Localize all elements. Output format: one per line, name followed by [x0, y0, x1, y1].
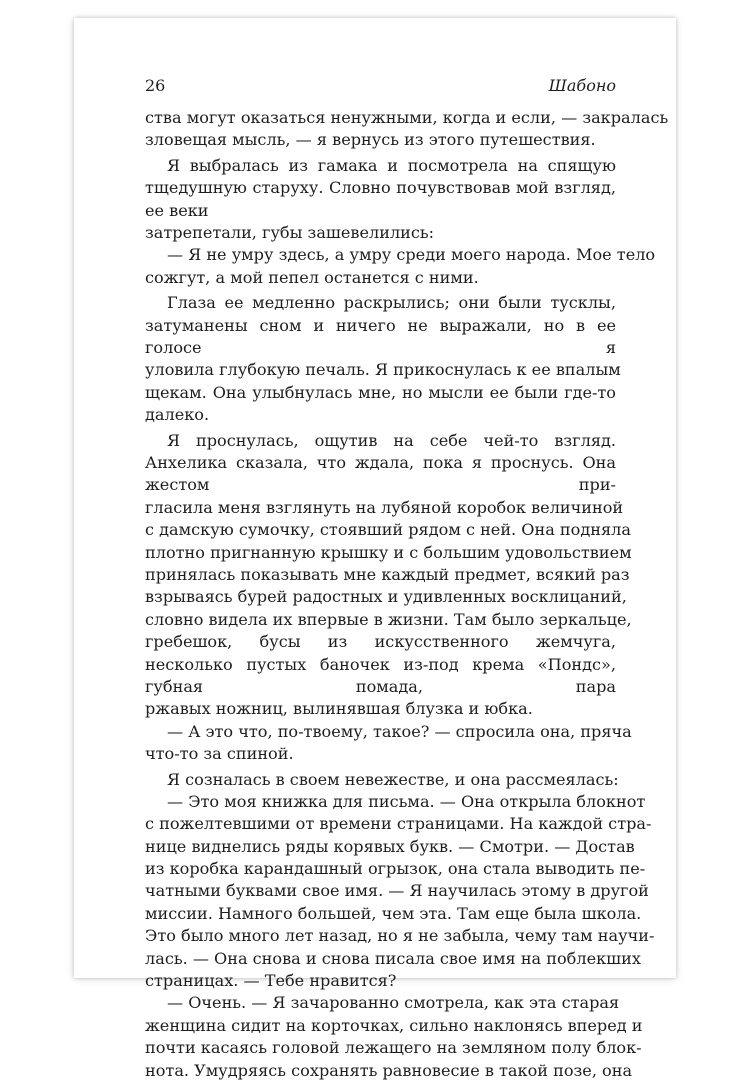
- paragraph: [145, 292, 621, 426]
- text-line: Это было много лет назад, но я не забыла, чему там научи-: [145, 926, 655, 946]
- text-line: нице виднелись ряды корявых букв. — Смотри. — Достав: [145, 836, 635, 856]
- text-line: что-то за спиной.: [145, 744, 294, 764]
- text-line: уловила глубокую печаль. Я прикоснулась к ее впалым: [145, 360, 621, 380]
- text-line: — Очень. — Я зачарованно смотрела, как эта старая: [167, 993, 620, 1013]
- paragraph: [145, 769, 619, 791]
- paragraph: [145, 155, 616, 245]
- text-line: из коробка карандашный огрызок, она стала выводить пе-: [145, 859, 646, 879]
- text-line: принялась показывать мне каждый предмет, всякий раз: [145, 564, 630, 584]
- paragraph: [145, 107, 669, 152]
- text-line: ства могут оказаться ненужными, когда и если, — закралась: [145, 108, 669, 127]
- text-line: с дамскую сумочку, стоявший рядом с ней. Она подняла: [145, 520, 631, 540]
- text-line: словно видела их впервые в жизни. Там было зеркальце,: [145, 609, 632, 629]
- paragraph: [145, 992, 643, 1082]
- paragraph: [145, 244, 656, 289]
- text-line: почти касаясь головой лежащего на земляном полу блок-: [145, 1038, 642, 1058]
- text-line: сожгут, а мой пепел останется с ними.: [145, 267, 479, 287]
- text-line: — А это что, по-твоему, такое? — спросила она, пряча: [167, 721, 632, 741]
- text-line: миссии. Намного большей, чем эта. Там еще была школа.: [145, 903, 642, 923]
- text-line: — Это моя книжка для письма. — Она открыла блокнот: [167, 791, 646, 811]
- text-line: щекам. Она улыбнулась мне, но мысли ее были где-то: [145, 382, 616, 402]
- paragraph: [145, 791, 655, 993]
- text-line: с пожелтевшими от времени страницами. На каждой стра-: [145, 814, 652, 834]
- text-line: гребешок, бусы из искусственного жемчуга, несколько пустых баночек из-под крема «Пондс», губная помада, пара: [145, 632, 616, 696]
- text-line: плотно пригнанную крышку и с большим удовольствием: [145, 542, 632, 562]
- body-text: [145, 107, 669, 1082]
- paragraph: [145, 721, 632, 766]
- text-line: нота. Умудряясь сохранять равновесие в такой позе, она: [145, 1060, 633, 1080]
- text-line: ржавых ножниц, вылинявшая блузка и юбка.: [145, 699, 533, 719]
- text-line: гласила меня взглянуть на лубяной коробок величиной: [145, 497, 624, 517]
- text-line: лась. — Она снова и снова писала свое имя на поблекших: [145, 948, 641, 968]
- page-number: 26: [145, 76, 166, 95]
- text-line: затрепетали, губы зашевелились:: [145, 223, 435, 242]
- paragraph: [145, 430, 632, 721]
- book-title: Шабоно: [548, 76, 616, 95]
- text-line: женщина сидит на корточках, сильно наклонясь вперед и: [145, 1015, 643, 1035]
- running-head: [145, 76, 616, 100]
- text-line: Я созналась в своем невежестве, и она рассмеялась:: [167, 769, 619, 789]
- text-line: взрываясь бурей радостных и удивленных восклицаний,: [145, 587, 627, 607]
- book-page: [74, 18, 676, 1080]
- text-line: далеко.: [145, 405, 210, 425]
- text-line: Я выбралась из гамака и посмотрела на спящую тщедушную старуху. Словно почувствовав мой взгляд, ее веки: [145, 155, 616, 220]
- text-line: Глаза ее медленно раскрылись; они были тусклы, затуманены сном и ничего не выражали, но в ее голосе я: [145, 293, 616, 357]
- text-line: Я проснулась, ощутив на себе чей-то взгляд. Анхелика сказала, что ждала, пока я проснусь. Она жестом при-: [145, 430, 616, 495]
- text-line: — Я не умру здесь, а умру среди моего народа. Мое тело: [167, 245, 656, 265]
- text-line: зловещая мысль, — я вернусь из этого путешествия.: [145, 130, 596, 150]
- text-line: страницах. — Тебе нравится?: [145, 971, 397, 991]
- text-line: чатными буквами свое имя. — Я научилась этому в другой: [145, 881, 649, 901]
